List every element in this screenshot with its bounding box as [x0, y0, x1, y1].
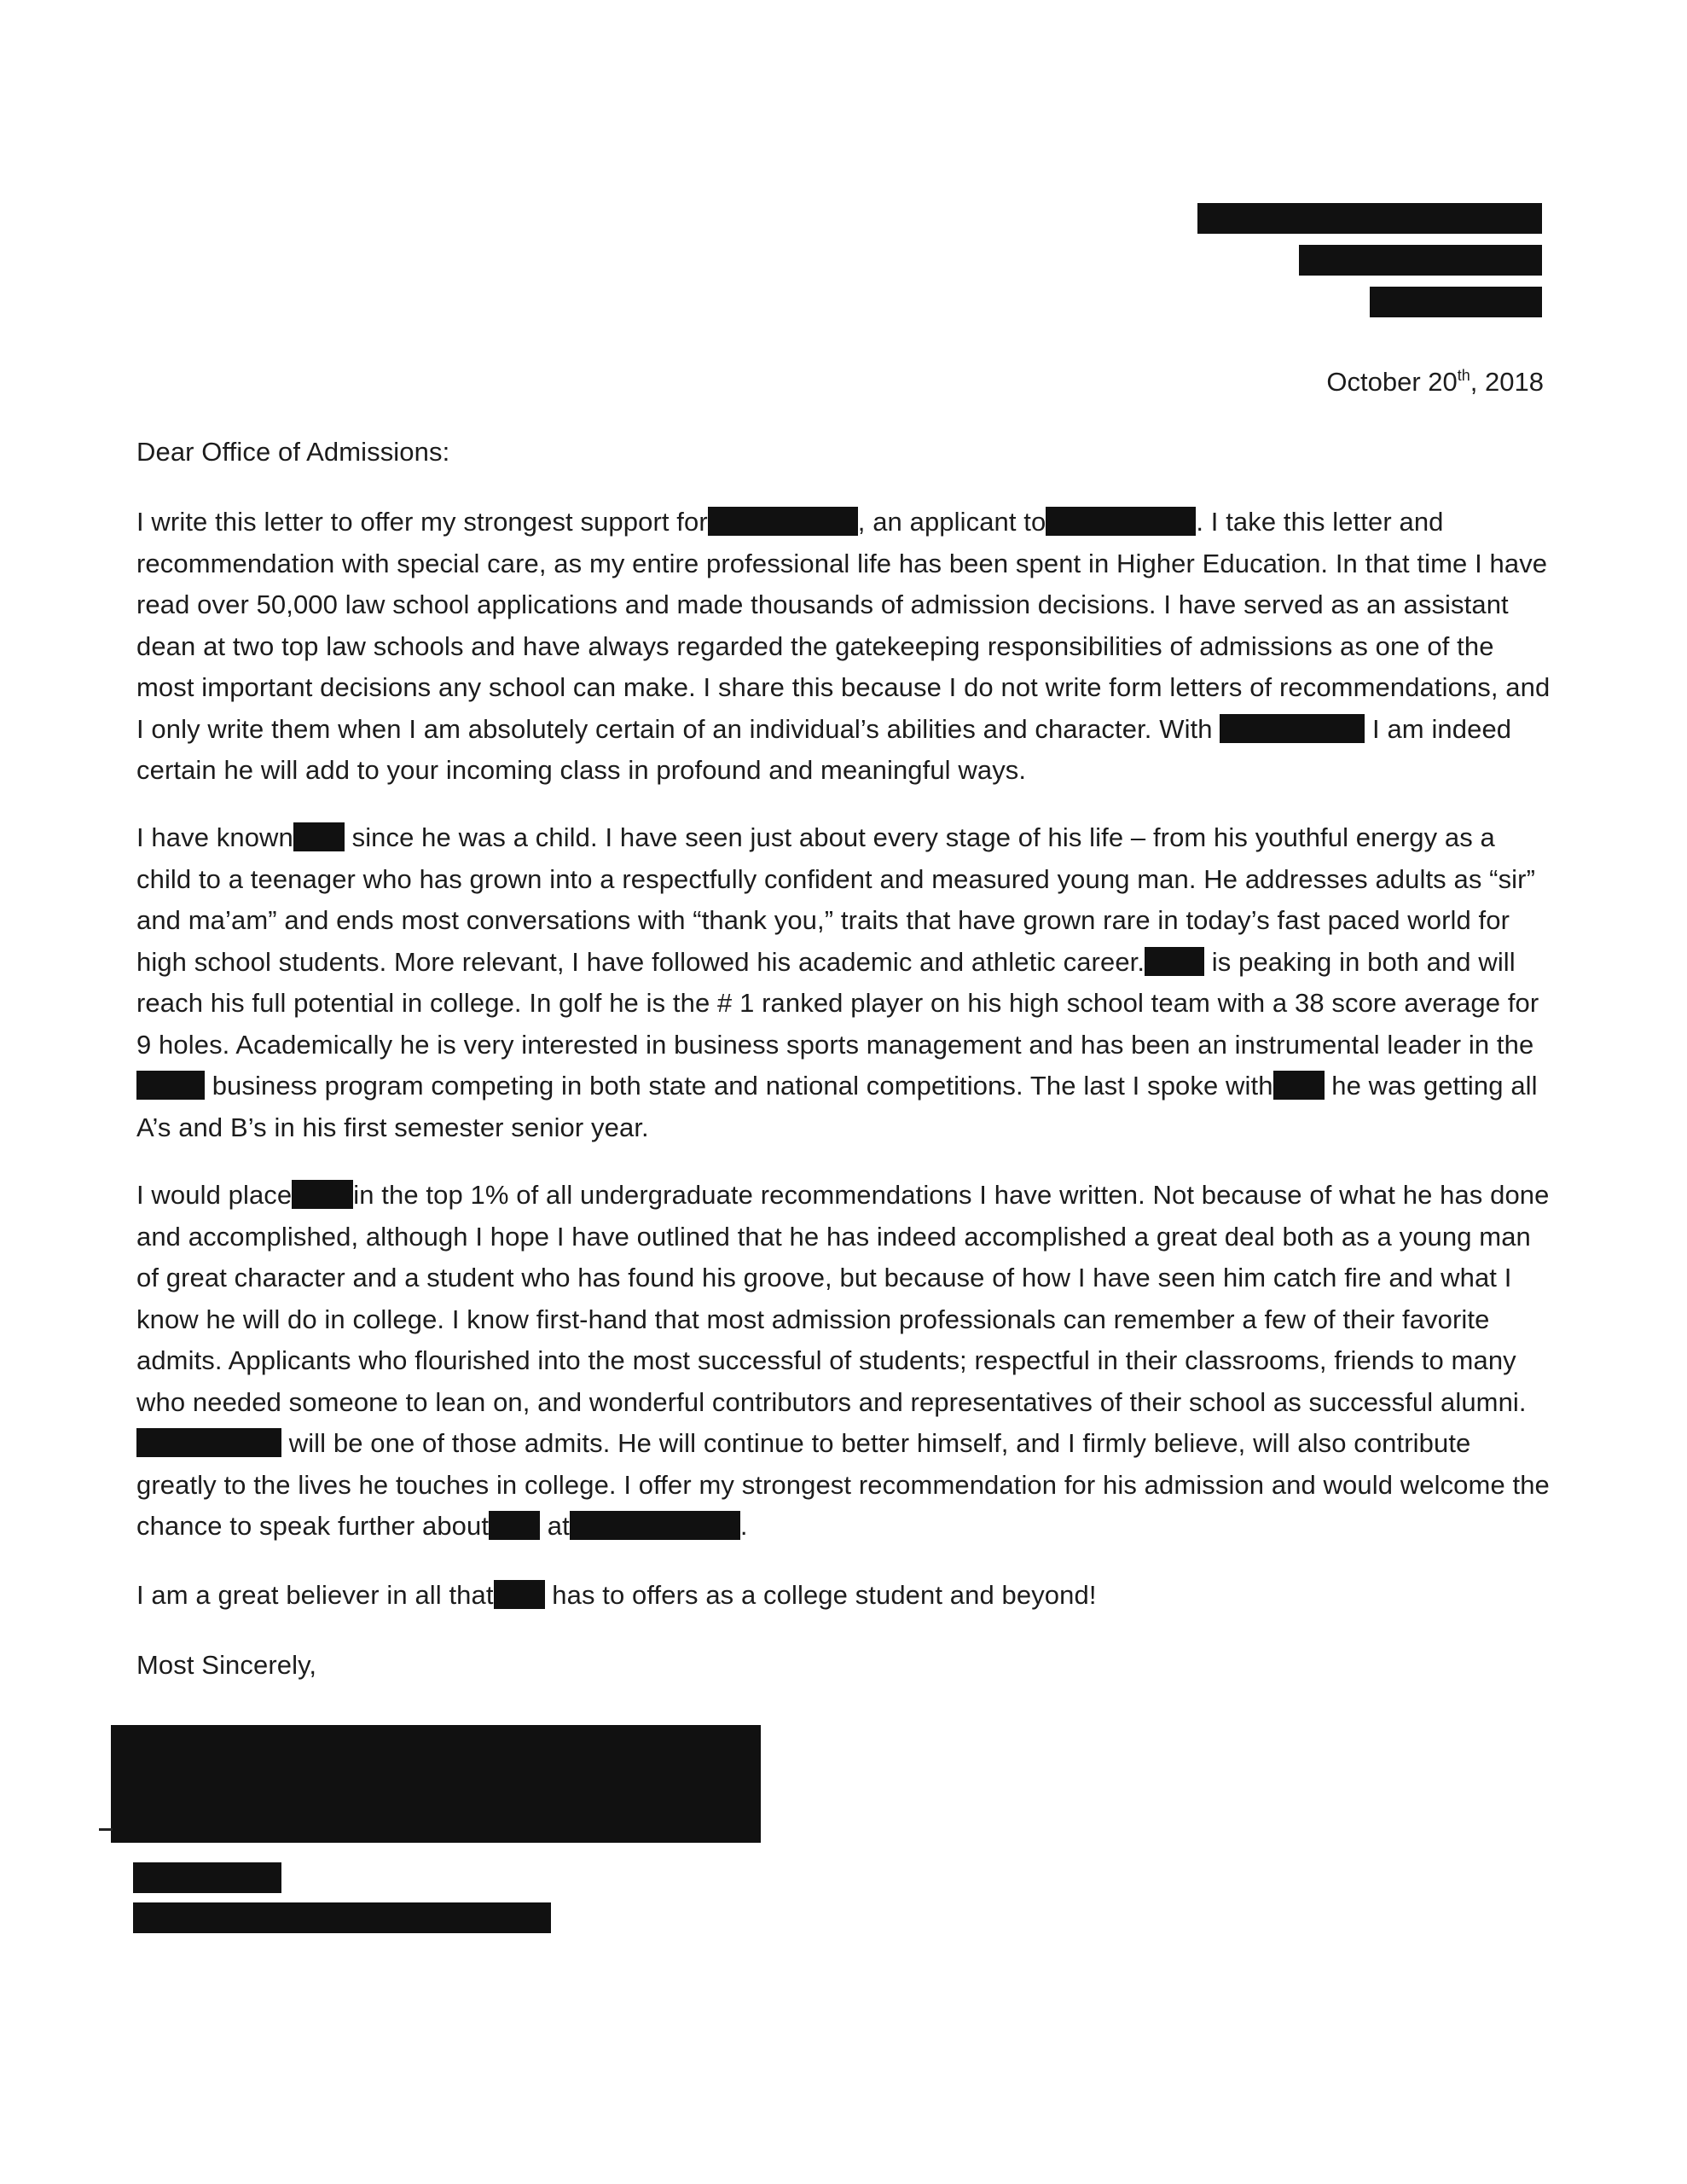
redacted-school	[570, 1511, 740, 1540]
date-day: October 20	[1326, 367, 1458, 397]
redacted-signer-name	[133, 1862, 281, 1893]
redacted-address-line-2	[1299, 245, 1542, 276]
paragraph-2: I have known since he was a child. I have seen just about every stage of his life – from his youthful energy as a child to a teenager who has grown into a respectfully confident and measured young man. He addresses adults as “sir” and ma’am” and ends most conversations with “thank you,” traits that have grown rare in today’s fast paced world for high school students. More relevant, I have followed his academic and athletic career. is peaking in both and will reach his full potential in college. In golf he is the # 1 ranked player on his high school team with a 38 score average for 9 holes. Academically he is very interested in business sports management and has been an instrumental leader in the business program competing in both state and national competitions. The last I spoke with he was getting all A’s and B’s in his first semester senior year.	[136, 822, 1539, 1142]
redacted-address-line-1	[1197, 203, 1542, 234]
redacted-name	[489, 1511, 540, 1540]
date-ordinal: th	[1457, 367, 1470, 384]
redacted-name	[1220, 714, 1365, 743]
paragraph-3: I would place in the top 1% of all undergraduate recommendations I have written. Not because of what he has done and accomplished, although I hope I have outlined that he has indeed accomplished a great deal both as a young man of great character and a student who has found his groove, but because of how I have seen him catch fire and what I know he will do in college. I know first-hand that most admission professionals can remember a few of their favorite admits. Applicants who flourished into the most successful of students; respectful in their classrooms, friends to many who needed someone to lean on, and wonderful contributors and representatives of their school as successful alumni. will be one of those admits. He will continue to better himself, and I firmly believe, will also contribute greatly to the lives he touches in college. I offer my strongest recommendation for his admission and would welcome the chance to speak further about at .	[136, 1180, 1550, 1541]
redacted-name	[494, 1580, 545, 1609]
redacted-signer-title	[133, 1902, 551, 1933]
redacted-address-line-3	[1370, 287, 1542, 317]
redacted-name	[1273, 1071, 1325, 1100]
paragraph-1: I write this letter to offer my strongest support for , an applicant to . I take this letter and recommendation with special care, as my entire professional life has been spent in Higher Education. In that time I have read over 50,000 law school applications and made thousands of admission decisions. I have served as an assistant dean at two top law schools and have always regarded the gatekeeping responsibilities of admissions as one of the most important decisions any school can make. I share this because I do not write form letters of recommendations, and I only write them when I am absolutely certain of an individual’s abilities and character. With I am indeed certain he will add to your incoming class in profound and meaningful ways.	[136, 507, 1551, 785]
date-year: , 2018	[1470, 367, 1544, 397]
redacted-name	[292, 1180, 353, 1209]
redacted-name	[293, 822, 345, 851]
redacted-school	[1046, 507, 1196, 536]
letter-date	[1326, 362, 1544, 403]
salutation: Dear Office of Admissions:	[136, 437, 450, 467]
redacted-name	[1145, 947, 1204, 976]
redacted-school	[136, 1071, 205, 1100]
redacted-signature	[111, 1725, 761, 1843]
redacted-name	[136, 1428, 281, 1457]
closing: Most Sincerely,	[136, 1650, 317, 1680]
signature-line-mark	[99, 1828, 113, 1831]
redacted-name	[708, 507, 858, 536]
paragraph-4: I am a great believer in all that has to offers as a college student and beyond!	[136, 1580, 1097, 1610]
